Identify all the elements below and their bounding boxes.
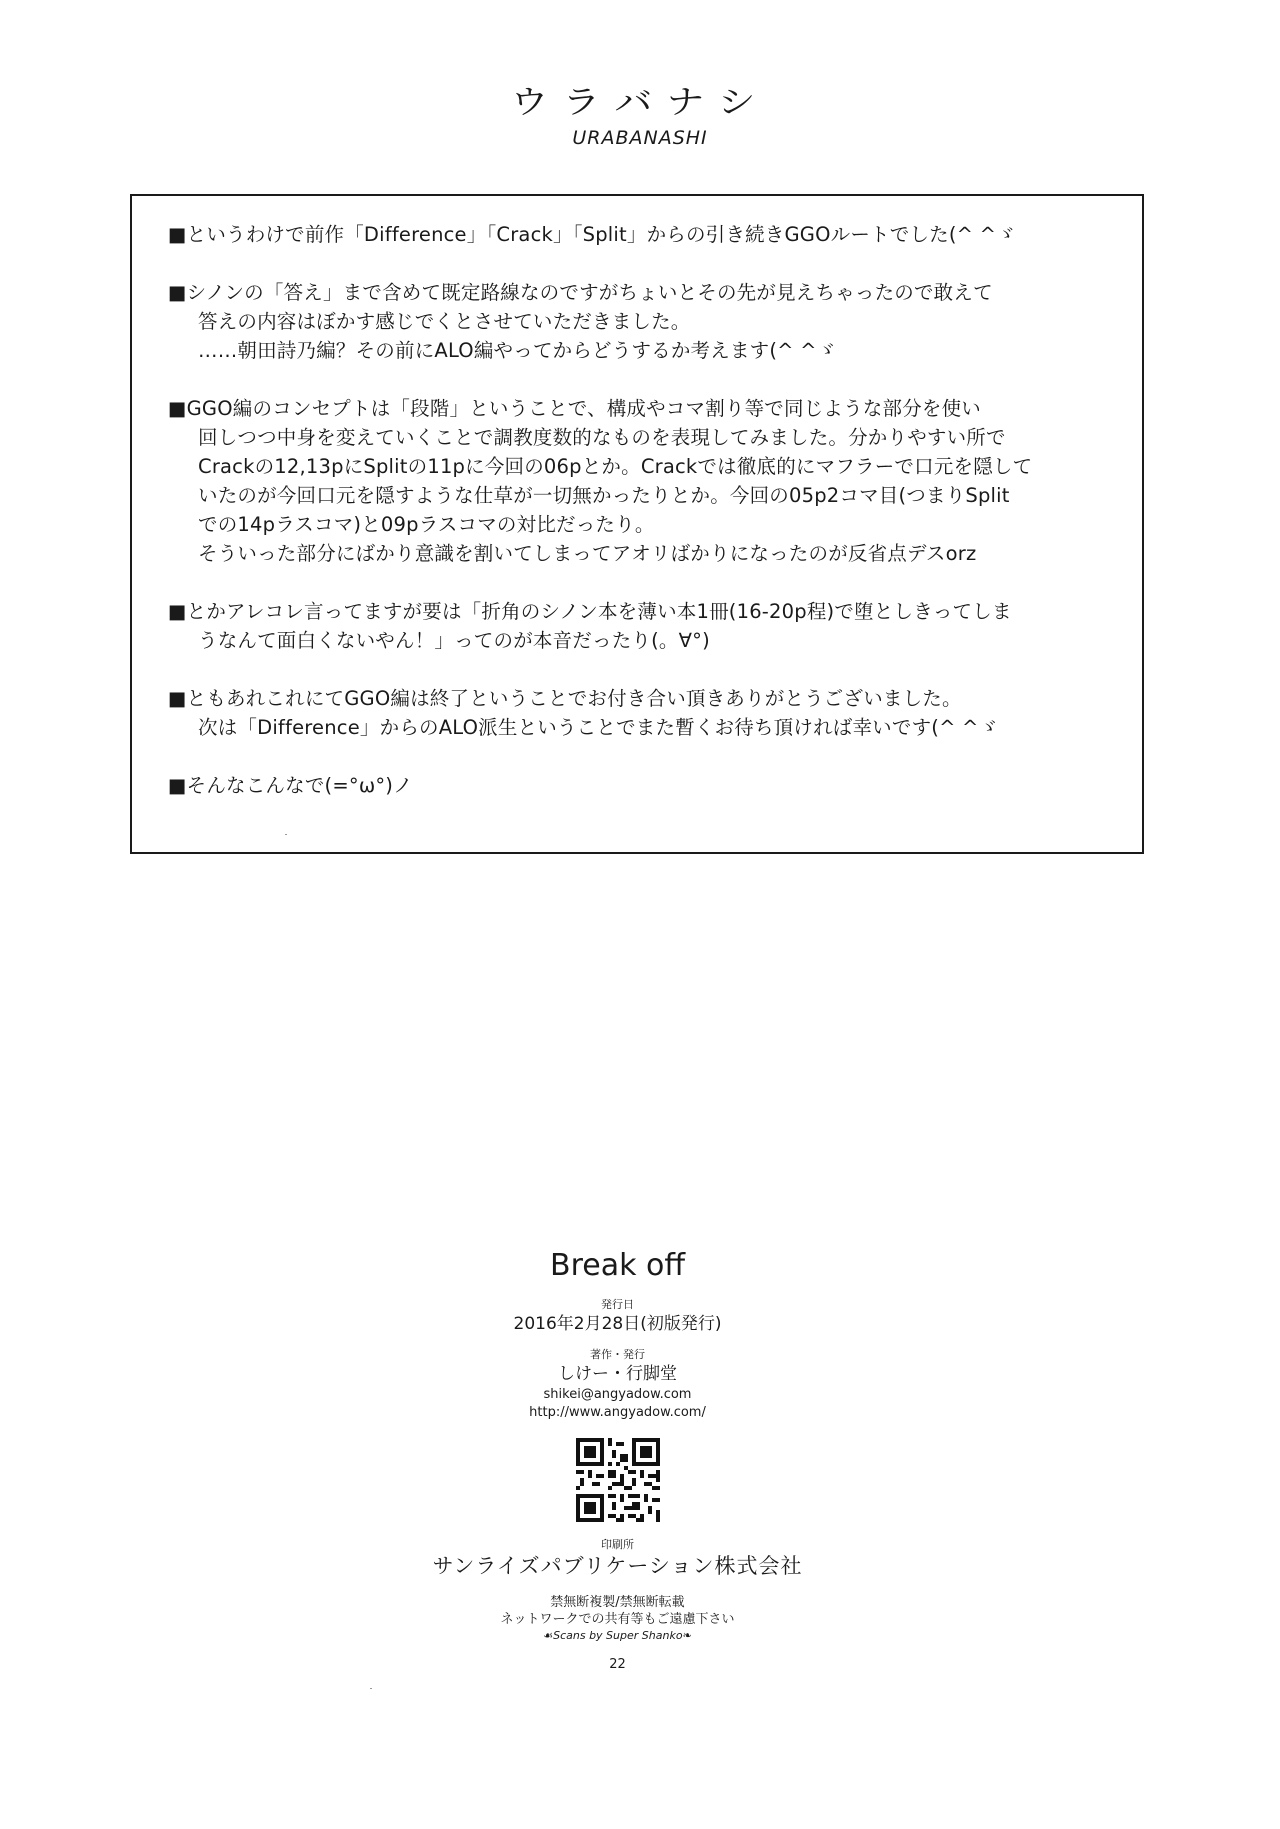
colophon	[0, 1248, 1235, 1674]
note-line: 答えの内容はぼかす感じでくとさせていただきました。	[198, 310, 691, 333]
note-line: ■というわけで前作「Difference」「Crack」「Split」からの引き続きGGOルートでした(^ ^ゞ	[168, 223, 1016, 246]
afterword-title-kana: ウラバナシ	[510, 83, 770, 121]
note-paragraph	[168, 771, 1118, 800]
note-paragraph	[168, 684, 1118, 742]
note-line: そういった部分にばかり意識を割いてしまってアオリばかりになったのが反省点デスorz	[198, 542, 977, 565]
note-paragraph	[168, 220, 1118, 249]
note-line: うなんて面白くないやん！」ってのが本音だったり(。∀°)	[198, 629, 710, 652]
page-number: 22	[609, 1657, 626, 1672]
author-name: しけー・行脚堂	[558, 1364, 677, 1384]
note-line: ■GGO編のコンセプトは「段階」ということで、構成やコマ割り等で同じような部分を使い	[168, 397, 982, 420]
sharing-notice: ネットワークでの共有等もご遠慮下さい	[500, 1612, 735, 1627]
note-line: Crackの12,13pにSplitの11pに今回の06pとか。Crackでは徹底的にマフラーで口元を隠して	[198, 455, 1033, 478]
book-title: Break off	[549, 1248, 686, 1283]
qr-code-icon	[576, 1438, 660, 1522]
scan-credit: ☙Scans by Super Shanko❧	[543, 1629, 692, 1642]
afterword-header	[0, 78, 1280, 150]
afterword-notes	[168, 220, 1118, 829]
paper-speck	[370, 1688, 372, 1689]
note-paragraph	[168, 278, 1118, 365]
note-line: 次は「Difference」からのALO派生ということでまた暫くお待ち頂ければ幸いです(^ ^ゞ	[198, 716, 999, 739]
note-paragraph	[168, 597, 1118, 655]
note-paragraph	[168, 394, 1118, 568]
author-email: shikei@angyadow.com	[543, 1387, 692, 1402]
printer-name: サンライズパブリケーション株式会社	[432, 1554, 803, 1578]
note-line: ■とかアレコレ言ってますが要は「折角のシノン本を薄い本1冊(16-20p程)で堕としきってしま	[168, 600, 1012, 623]
date-label: 発行日	[601, 1298, 634, 1311]
author-label: 著作・発行	[590, 1348, 645, 1361]
paper-speck	[285, 834, 287, 835]
note-line: 回しつつ中身を変えていくことで調教度数的なものを表現してみました。分かりやすい所で	[198, 426, 1006, 449]
publication-date: 2016年2月28日(初版発行)	[513, 1314, 722, 1334]
note-line: ■そんなこんなで(=°ω°)ノ	[168, 774, 413, 797]
afterword-box	[130, 194, 1144, 854]
copyright-notice: 禁無断複製/禁無断転載	[550, 1595, 685, 1610]
note-line: での14pラスコマ)と09pラスコマの対比だったり。	[198, 513, 655, 536]
note-line: いたのが今回口元を隠すような仕草が一切無かったりとか。今回の05p2コマ目(つまりSplit	[198, 484, 1010, 507]
afterword-title-romaji: URABANASHI	[572, 127, 708, 149]
note-line: ……朝田詩乃編？その前にALO編やってからどうするか考えます(^ ^ゞ	[198, 339, 837, 362]
note-line: ■シノンの「答え」まで含めて既定路線なのですがちょいとその先が見えちゃったので敢えて	[168, 281, 993, 304]
note-line: ■ともあれこれにてGGO編は終了ということでお付き合い頂きありがとうございました。	[168, 687, 962, 710]
printer-label: 印刷所	[601, 1538, 634, 1551]
author-url: http://www.angyadow.com/	[529, 1405, 706, 1420]
